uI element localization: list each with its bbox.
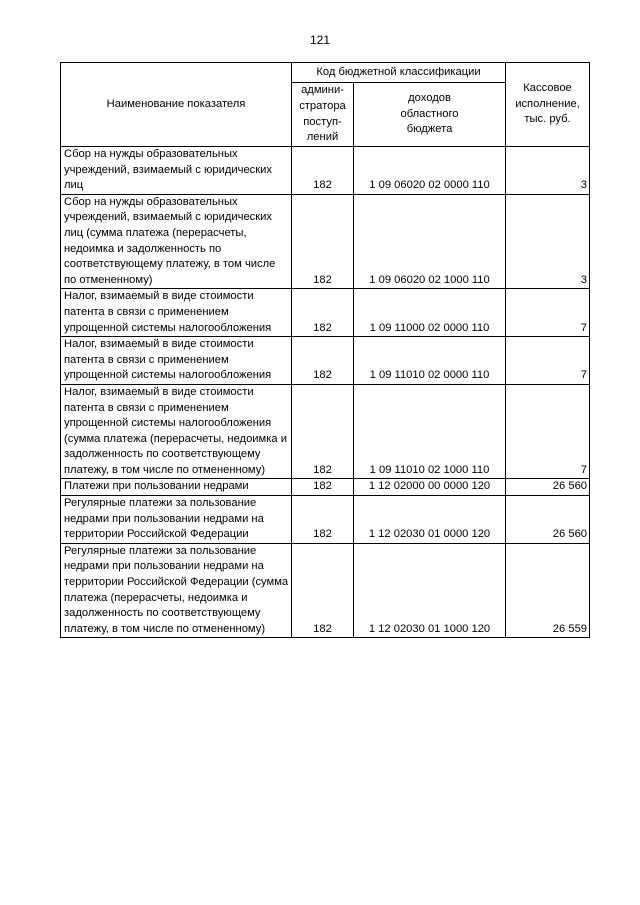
table-row — [61, 543, 590, 638]
administrator-code-cell: 182 — [292, 543, 354, 638]
indicator-name-cell: Регулярные платежи за пользование недрами при пользовании недрами на территории Российской Федерации — [61, 496, 292, 544]
cash-execution-cell: 7 — [506, 337, 590, 385]
table-row — [61, 496, 590, 544]
income-code-cell: 1 09 11010 02 0000 110 — [354, 337, 506, 385]
table-row — [61, 289, 590, 337]
indicator-name-cell: Сбор на нужды образовательных учреждений, взимаемый с юридических лиц — [61, 147, 292, 195]
administrator-code-cell: 182 — [292, 194, 354, 289]
administrator-code-cell: 182 — [292, 479, 354, 496]
page-number: 121 — [309, 33, 331, 47]
administrator-code-cell: 182 — [292, 289, 354, 337]
cash-execution-cell: 26 560 — [506, 496, 590, 544]
indicator-name-cell: Налог, взимаемый в виде стоимости патента в связи с применением упрощенной системы налогообложения — [61, 337, 292, 385]
income-code-cell: 1 12 02000 00 0000 120 — [354, 479, 506, 496]
header-indicator-name: Наименование показателя — [61, 63, 292, 147]
table-row — [61, 147, 590, 195]
administrator-code-cell: 182 — [292, 337, 354, 385]
indicator-name-cell: Сбор на нужды образовательных учреждений, взимаемый с юридических лиц (сумма платежа (перерасчеты, недоимка и задолженность по соответствующему платежу, в том числе по отмененному) — [61, 194, 292, 289]
table-row — [61, 337, 590, 385]
header-administrator-code: админи- стратора поступ- лений — [292, 83, 354, 147]
indicator-name-cell: Налог, взимаемый в виде стоимости патента в связи с применением упрощенной системы налогообложения (сумма платежа (перерасчеты, недоимка и задолженность по соответствующему платежу, в том числе по отмененному) — [61, 384, 292, 479]
administrator-code-cell: 182 — [292, 147, 354, 195]
header-cash-execution: Кассовое исполнение, тыс. руб. — [506, 63, 590, 147]
income-code-cell: 1 12 02030 01 1000 120 — [354, 543, 506, 638]
administrator-code-cell: 182 — [292, 496, 354, 544]
table-row — [61, 384, 590, 479]
indicator-name-cell: Регулярные платежи за пользование недрами при пользовании недрами на территории Российской Федерации (сумма платежа (перерасчеты, недоимка и задолженность по соответствующему платежу, в том числе по отмененному) — [61, 543, 292, 638]
cash-execution-cell: 26 560 — [506, 479, 590, 496]
income-code-cell: 1 09 06020 02 1000 110 — [354, 194, 506, 289]
cash-execution-cell: 7 — [506, 289, 590, 337]
cash-execution-cell: 7 — [506, 384, 590, 479]
indicator-name-cell: Платежи при пользовании недрами — [61, 479, 292, 496]
income-code-cell: 1 12 02030 01 0000 120 — [354, 496, 506, 544]
header-income-code: доходов областного бюджета — [354, 83, 506, 147]
table-row — [61, 479, 590, 496]
income-code-cell: 1 09 06020 02 0000 110 — [354, 147, 506, 195]
indicator-name-cell: Налог, взимаемый в виде стоимости патента в связи с применением упрощенной системы налогообложения — [61, 289, 292, 337]
cash-execution-cell: 3 — [506, 147, 590, 195]
table-row — [61, 194, 590, 289]
header-budget-classification: Код бюджетной классификации — [292, 63, 506, 83]
budget-table — [60, 62, 590, 638]
cash-execution-cell: 26 559 — [506, 543, 590, 638]
income-code-cell: 1 09 11000 02 0000 110 — [354, 289, 506, 337]
income-code-cell: 1 09 11010 02 1000 110 — [354, 384, 506, 479]
administrator-code-cell: 182 — [292, 384, 354, 479]
cash-execution-cell: 3 — [506, 194, 590, 289]
